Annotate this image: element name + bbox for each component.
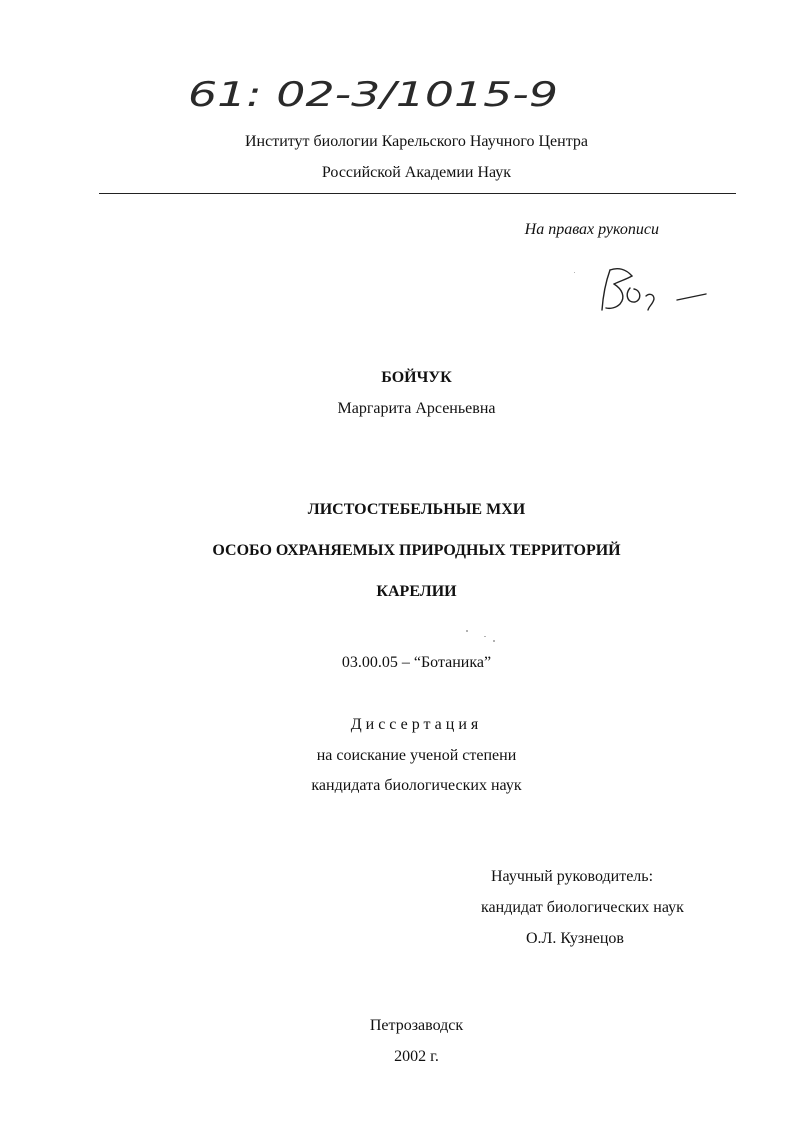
header-divider — [99, 193, 736, 194]
specialty-code: 03.00.05 – “Ботаника” — [341, 654, 492, 671]
city: Петрозаводск — [369, 1017, 464, 1034]
year: 2002 г. — [394, 1048, 439, 1065]
manuscript-rights-note: На правах рукописи — [524, 221, 659, 238]
dissertation-label: Диссертация — [350, 716, 483, 733]
advisor-name: О.Л. Кузнецов — [526, 930, 624, 947]
archive-number — [188, 66, 588, 128]
scan-speck — [493, 640, 495, 642]
archive-number-text: 61: 02-3/1015-9 — [188, 75, 558, 115]
author-surname: БОЙЧУК — [381, 369, 452, 386]
degree-line-1: на соискание ученой степени — [316, 747, 517, 764]
thesis-title-line-2: ОСОБО ОХРАНЯЕМЫХ ПРИРОДНЫХ ТЕРРИТОРИЙ — [212, 542, 621, 559]
author-given-names: Маргарита Арсеньевна — [337, 400, 496, 417]
thesis-title-line-3: КАРЕЛИИ — [376, 583, 457, 600]
scan-speck — [484, 636, 486, 637]
scan-speck — [466, 630, 468, 632]
advisor-label: Научный руководитель: — [491, 868, 654, 885]
handwritten-signature — [596, 258, 716, 320]
degree-line-2: кандидата биологических наук — [311, 777, 522, 794]
thesis-title-line-1: ЛИСТОСТЕБЕЛЬНЫЕ МХИ — [307, 501, 526, 518]
institution-line-2: Российской Академии Наук — [321, 164, 512, 181]
scan-speck — [574, 272, 575, 273]
institution-line-1: Институт биологии Карельского Научного Центра — [244, 133, 588, 150]
advisor-degree: кандидат биологических наук — [481, 899, 684, 916]
